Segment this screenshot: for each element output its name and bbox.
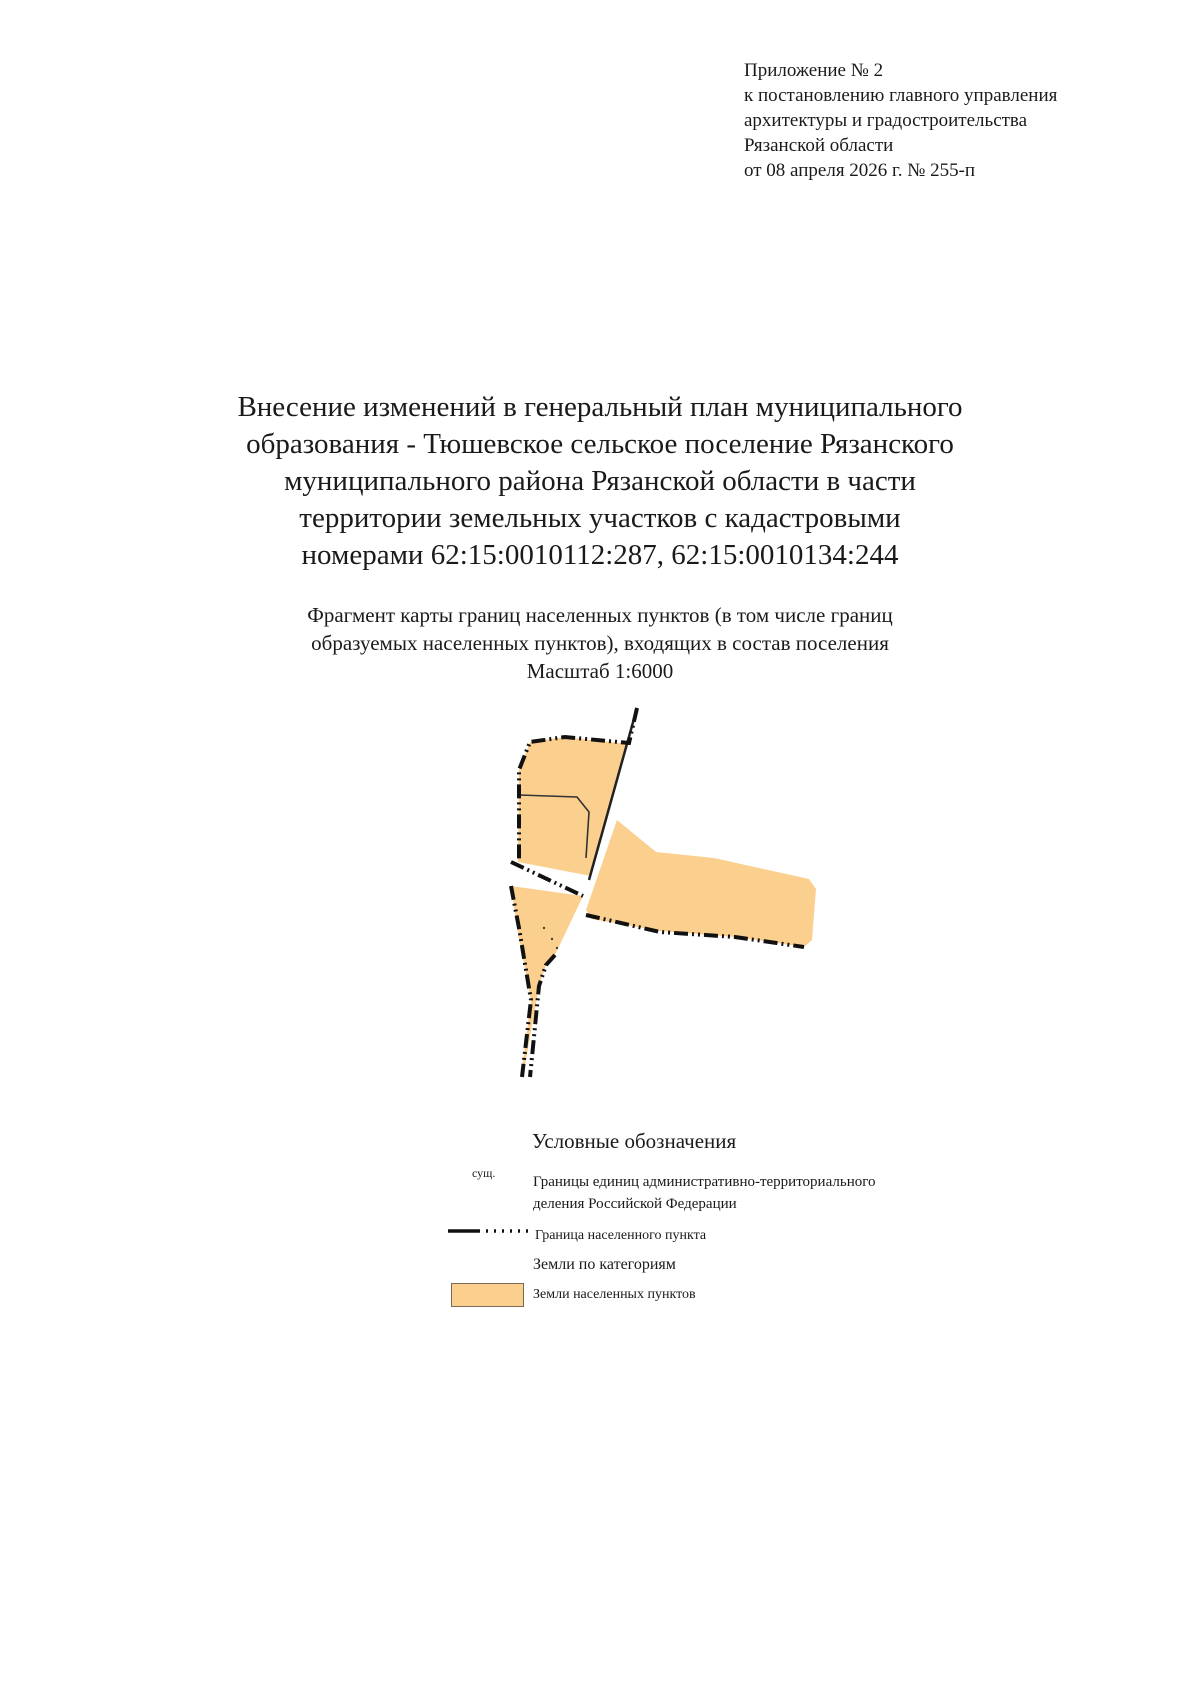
appendix-line: Рязанской области [744, 135, 894, 156]
map-mark [551, 938, 553, 940]
map-mark [556, 947, 558, 949]
subtitle-line: Фрагмент карты границ населенных пунктов (в том числе границ [307, 603, 893, 627]
title-line: Внесение изменений в генеральный план муниципального [237, 391, 963, 423]
legend-title: Условные обозначения [532, 1129, 737, 1153]
boundary-south-upper [511, 862, 583, 896]
legend-category-heading: Земли по категориям [533, 1256, 676, 1273]
parcel-north [518, 737, 628, 876]
appendix-line: от 08 апреля 2026 г. № 255-п [744, 160, 976, 181]
boundary-east [586, 915, 804, 947]
title-line: муниципального района Рязанской области в части [284, 465, 916, 497]
document-title [150, 389, 1050, 574]
legend-settlement-boundary: Граница населенного пункта [535, 1228, 707, 1243]
legend-admin-line: деления Российской Федерации [533, 1196, 737, 1212]
legend-admin-line: Границы единиц административно-территориального [533, 1174, 876, 1190]
legend-settlement-swatch [451, 1283, 524, 1307]
map-scale: Масштаб 1:6000 [526, 659, 674, 683]
appendix-line: Приложение № 2 [744, 60, 884, 81]
boundary-south-right [530, 955, 555, 1077]
legend-settlement-lands: Земли населенных пунктов [533, 1287, 696, 1302]
road-line [589, 708, 637, 880]
boundary-south [511, 886, 531, 1077]
map-subtitle [150, 601, 1050, 685]
appendix-line: к постановлению главного управления [744, 85, 1058, 106]
appendix-line: архитектуры и градостроительства [744, 110, 1028, 131]
inner-plot-line [519, 795, 589, 858]
parcel-south [511, 886, 583, 1077]
legend-admin-boundaries [533, 1171, 876, 1215]
parcel-east [586, 820, 816, 947]
appendix-block [744, 58, 1057, 183]
subtitle-line: образуемых населенных пунктов), входящих в состав поселения [311, 631, 889, 655]
boundary-north [519, 708, 637, 862]
map-mark [543, 927, 545, 929]
title-line: образования - Тюшевское сельское поселение Рязанского [246, 428, 954, 460]
title-line: территории земельных участков с кадастровыми [299, 502, 901, 534]
title-line: номерами 62:15:0010112:287, 62:15:0010134:244 [301, 539, 899, 571]
legend-small-label: сущ. [472, 1166, 496, 1180]
